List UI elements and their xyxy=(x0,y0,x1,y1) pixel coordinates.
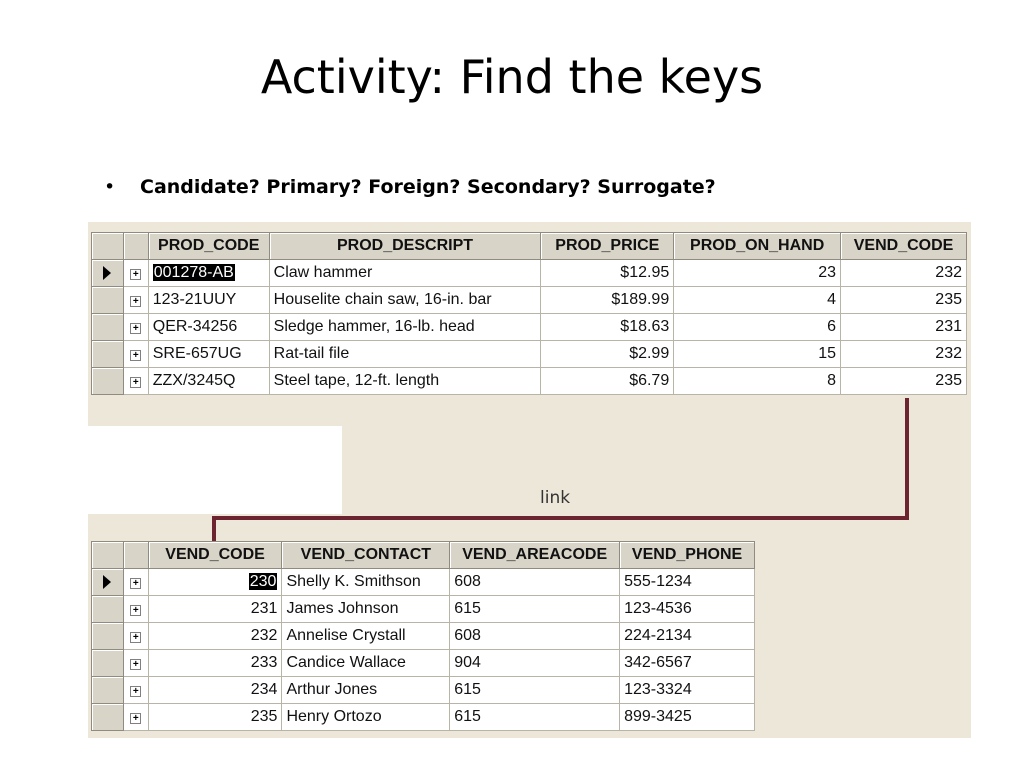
table-row[interactable] xyxy=(92,287,967,314)
expand-cell[interactable] xyxy=(123,650,148,677)
table-cell[interactable]: 232 xyxy=(841,341,967,368)
table-cell[interactable]: $2.99 xyxy=(541,341,674,368)
record-selector[interactable] xyxy=(92,650,124,677)
expand-header xyxy=(123,542,148,569)
bullet-item xyxy=(104,176,716,198)
table-cell[interactable]: 904 xyxy=(450,650,620,677)
table-cell[interactable]: Candice Wallace xyxy=(282,650,450,677)
table-cell[interactable]: 231 xyxy=(148,596,282,623)
table-cell[interactable]: 123-3324 xyxy=(620,677,755,704)
table-cell[interactable]: 123-4536 xyxy=(620,596,755,623)
table-cell[interactable]: 224-2134 xyxy=(620,623,755,650)
column-header[interactable]: PROD_PRICE xyxy=(541,233,674,260)
table-cell[interactable]: 232 xyxy=(148,623,282,650)
table-cell[interactable]: 615 xyxy=(450,704,620,731)
table-cell[interactable]: 231 xyxy=(841,314,967,341)
table-cell[interactable]: Claw hammer xyxy=(269,260,541,287)
expand-cell[interactable] xyxy=(123,287,148,314)
expand-plus-icon[interactable]: + xyxy=(130,605,141,616)
table-cell[interactable]: Annelise Crystall xyxy=(282,623,450,650)
table-row[interactable] xyxy=(92,260,967,287)
table-cell[interactable]: QER-34256 xyxy=(148,314,269,341)
expand-plus-icon[interactable]: + xyxy=(130,269,141,280)
table-cell[interactable]: 8 xyxy=(674,368,841,395)
product-header-row xyxy=(92,233,967,260)
table-row[interactable] xyxy=(92,596,755,623)
table-cell[interactable]: 342-6567 xyxy=(620,650,755,677)
expand-plus-icon[interactable]: + xyxy=(130,578,141,589)
table-row[interactable] xyxy=(92,368,967,395)
table-cell[interactable]: Houselite chain saw, 16-in. bar xyxy=(269,287,541,314)
link-label: link xyxy=(540,488,571,508)
record-selector[interactable] xyxy=(92,341,124,368)
bullet-text: Candidate? Primary? Foreign? Secondary? Surrogate? xyxy=(140,176,716,198)
table-cell[interactable]: 23 xyxy=(674,260,841,287)
table-cell[interactable]: 15 xyxy=(674,341,841,368)
current-record-arrow-icon xyxy=(103,575,111,589)
table-row[interactable] xyxy=(92,341,967,368)
table-row[interactable] xyxy=(92,677,755,704)
table-cell[interactable]: $189.99 xyxy=(541,287,674,314)
table-row[interactable] xyxy=(92,623,755,650)
column-header[interactable]: VEND_CONTACT xyxy=(282,542,450,569)
table-cell[interactable]: Steel tape, 12-ft. length xyxy=(269,368,541,395)
expand-plus-icon[interactable]: + xyxy=(130,632,141,643)
expand-cell[interactable] xyxy=(123,623,148,650)
table-cell[interactable]: 235 xyxy=(841,368,967,395)
table-cell[interactable]: 6 xyxy=(674,314,841,341)
product-table xyxy=(91,232,967,395)
record-selector[interactable] xyxy=(92,569,124,596)
expand-header xyxy=(123,233,148,260)
expand-plus-icon[interactable]: + xyxy=(130,296,141,307)
table-cell[interactable]: 234 xyxy=(148,677,282,704)
table-cell[interactable]: 232 xyxy=(841,260,967,287)
expand-cell[interactable] xyxy=(123,569,148,596)
expand-plus-icon[interactable]: + xyxy=(130,377,141,388)
table-cell[interactable]: 608 xyxy=(450,623,620,650)
vendor-header-row xyxy=(92,542,755,569)
column-header[interactable]: VEND_CODE xyxy=(841,233,967,260)
record-selector[interactable] xyxy=(92,704,124,731)
table-cell[interactable]: James Johnson xyxy=(282,596,450,623)
expand-cell[interactable] xyxy=(123,368,148,395)
record-selector[interactable] xyxy=(92,314,124,341)
table-cell[interactable]: $12.95 xyxy=(541,260,674,287)
table-cell[interactable]: 615 xyxy=(450,677,620,704)
table-cell[interactable]: ZZX/3245Q xyxy=(148,368,269,395)
column-header[interactable]: VEND_AREACODE xyxy=(450,542,620,569)
table-cell[interactable]: $18.63 xyxy=(541,314,674,341)
selected-cell-value[interactable]: 230 xyxy=(249,573,277,590)
table-row[interactable] xyxy=(92,569,755,596)
record-selector[interactable] xyxy=(92,596,124,623)
record-selector[interactable] xyxy=(92,368,124,395)
current-record-arrow-icon xyxy=(103,266,111,280)
table-cell[interactable]: 608 xyxy=(450,569,620,596)
row-selector-header[interactable] xyxy=(92,233,124,260)
bullet-dot-icon: • xyxy=(104,176,116,198)
table-cell[interactable]: Henry Ortozo xyxy=(282,704,450,731)
table-cell[interactable]: Sledge hammer, 16-lb. head xyxy=(269,314,541,341)
table-cell[interactable]: 899-3425 xyxy=(620,704,755,731)
column-header[interactable]: PROD_DESCRIPT xyxy=(269,233,541,260)
table-cell[interactable]: 235 xyxy=(148,704,282,731)
table-cell[interactable]: Shelly K. Smithson xyxy=(282,569,450,596)
table-cell[interactable]: Arthur Jones xyxy=(282,677,450,704)
row-selector-header[interactable] xyxy=(92,542,124,569)
table-cell[interactable]: Rat-tail file xyxy=(269,341,541,368)
column-header[interactable]: PROD_CODE xyxy=(148,233,269,260)
column-header[interactable]: VEND_PHONE xyxy=(620,542,755,569)
relationship-line-vertical-right xyxy=(905,398,909,520)
expand-cell[interactable] xyxy=(123,704,148,731)
column-header[interactable]: PROD_ON_HAND xyxy=(674,233,841,260)
table-row[interactable] xyxy=(92,650,755,677)
table-cell[interactable] xyxy=(148,569,282,596)
table-row[interactable] xyxy=(92,314,967,341)
expand-plus-icon[interactable]: + xyxy=(130,350,141,361)
blank-area xyxy=(88,426,342,514)
column-header[interactable]: VEND_CODE xyxy=(148,542,282,569)
table-cell[interactable]: 123-21UUY xyxy=(148,287,269,314)
expand-cell[interactable] xyxy=(123,341,148,368)
record-selector[interactable] xyxy=(92,623,124,650)
expand-cell[interactable] xyxy=(123,677,148,704)
table-cell[interactable]: 555-1234 xyxy=(620,569,755,596)
table-cell[interactable]: 615 xyxy=(450,596,620,623)
relationship-line-vertical-left xyxy=(212,516,216,542)
record-selector[interactable] xyxy=(92,677,124,704)
expand-plus-icon[interactable]: + xyxy=(130,713,141,724)
expand-cell[interactable] xyxy=(123,260,148,287)
relationship-line-horizontal xyxy=(212,516,909,520)
table-cell[interactable]: $6.79 xyxy=(541,368,674,395)
selected-cell-value[interactable]: 001278-AB xyxy=(153,264,234,281)
table-row[interactable] xyxy=(92,704,755,731)
record-selector[interactable] xyxy=(92,260,124,287)
table-cell[interactable]: SRE-657UG xyxy=(148,341,269,368)
expand-plus-icon[interactable]: + xyxy=(130,323,141,334)
expand-plus-icon[interactable]: + xyxy=(130,659,141,670)
slide-title: Activity: Find the keys xyxy=(260,50,764,104)
table-cell[interactable] xyxy=(148,260,269,287)
table-cell[interactable]: 235 xyxy=(841,287,967,314)
record-selector[interactable] xyxy=(92,287,124,314)
expand-plus-icon[interactable]: + xyxy=(130,686,141,697)
table-cell[interactable]: 4 xyxy=(674,287,841,314)
table-cell[interactable]: 233 xyxy=(148,650,282,677)
vendor-table xyxy=(91,541,755,731)
expand-cell[interactable] xyxy=(123,314,148,341)
expand-cell[interactable] xyxy=(123,596,148,623)
